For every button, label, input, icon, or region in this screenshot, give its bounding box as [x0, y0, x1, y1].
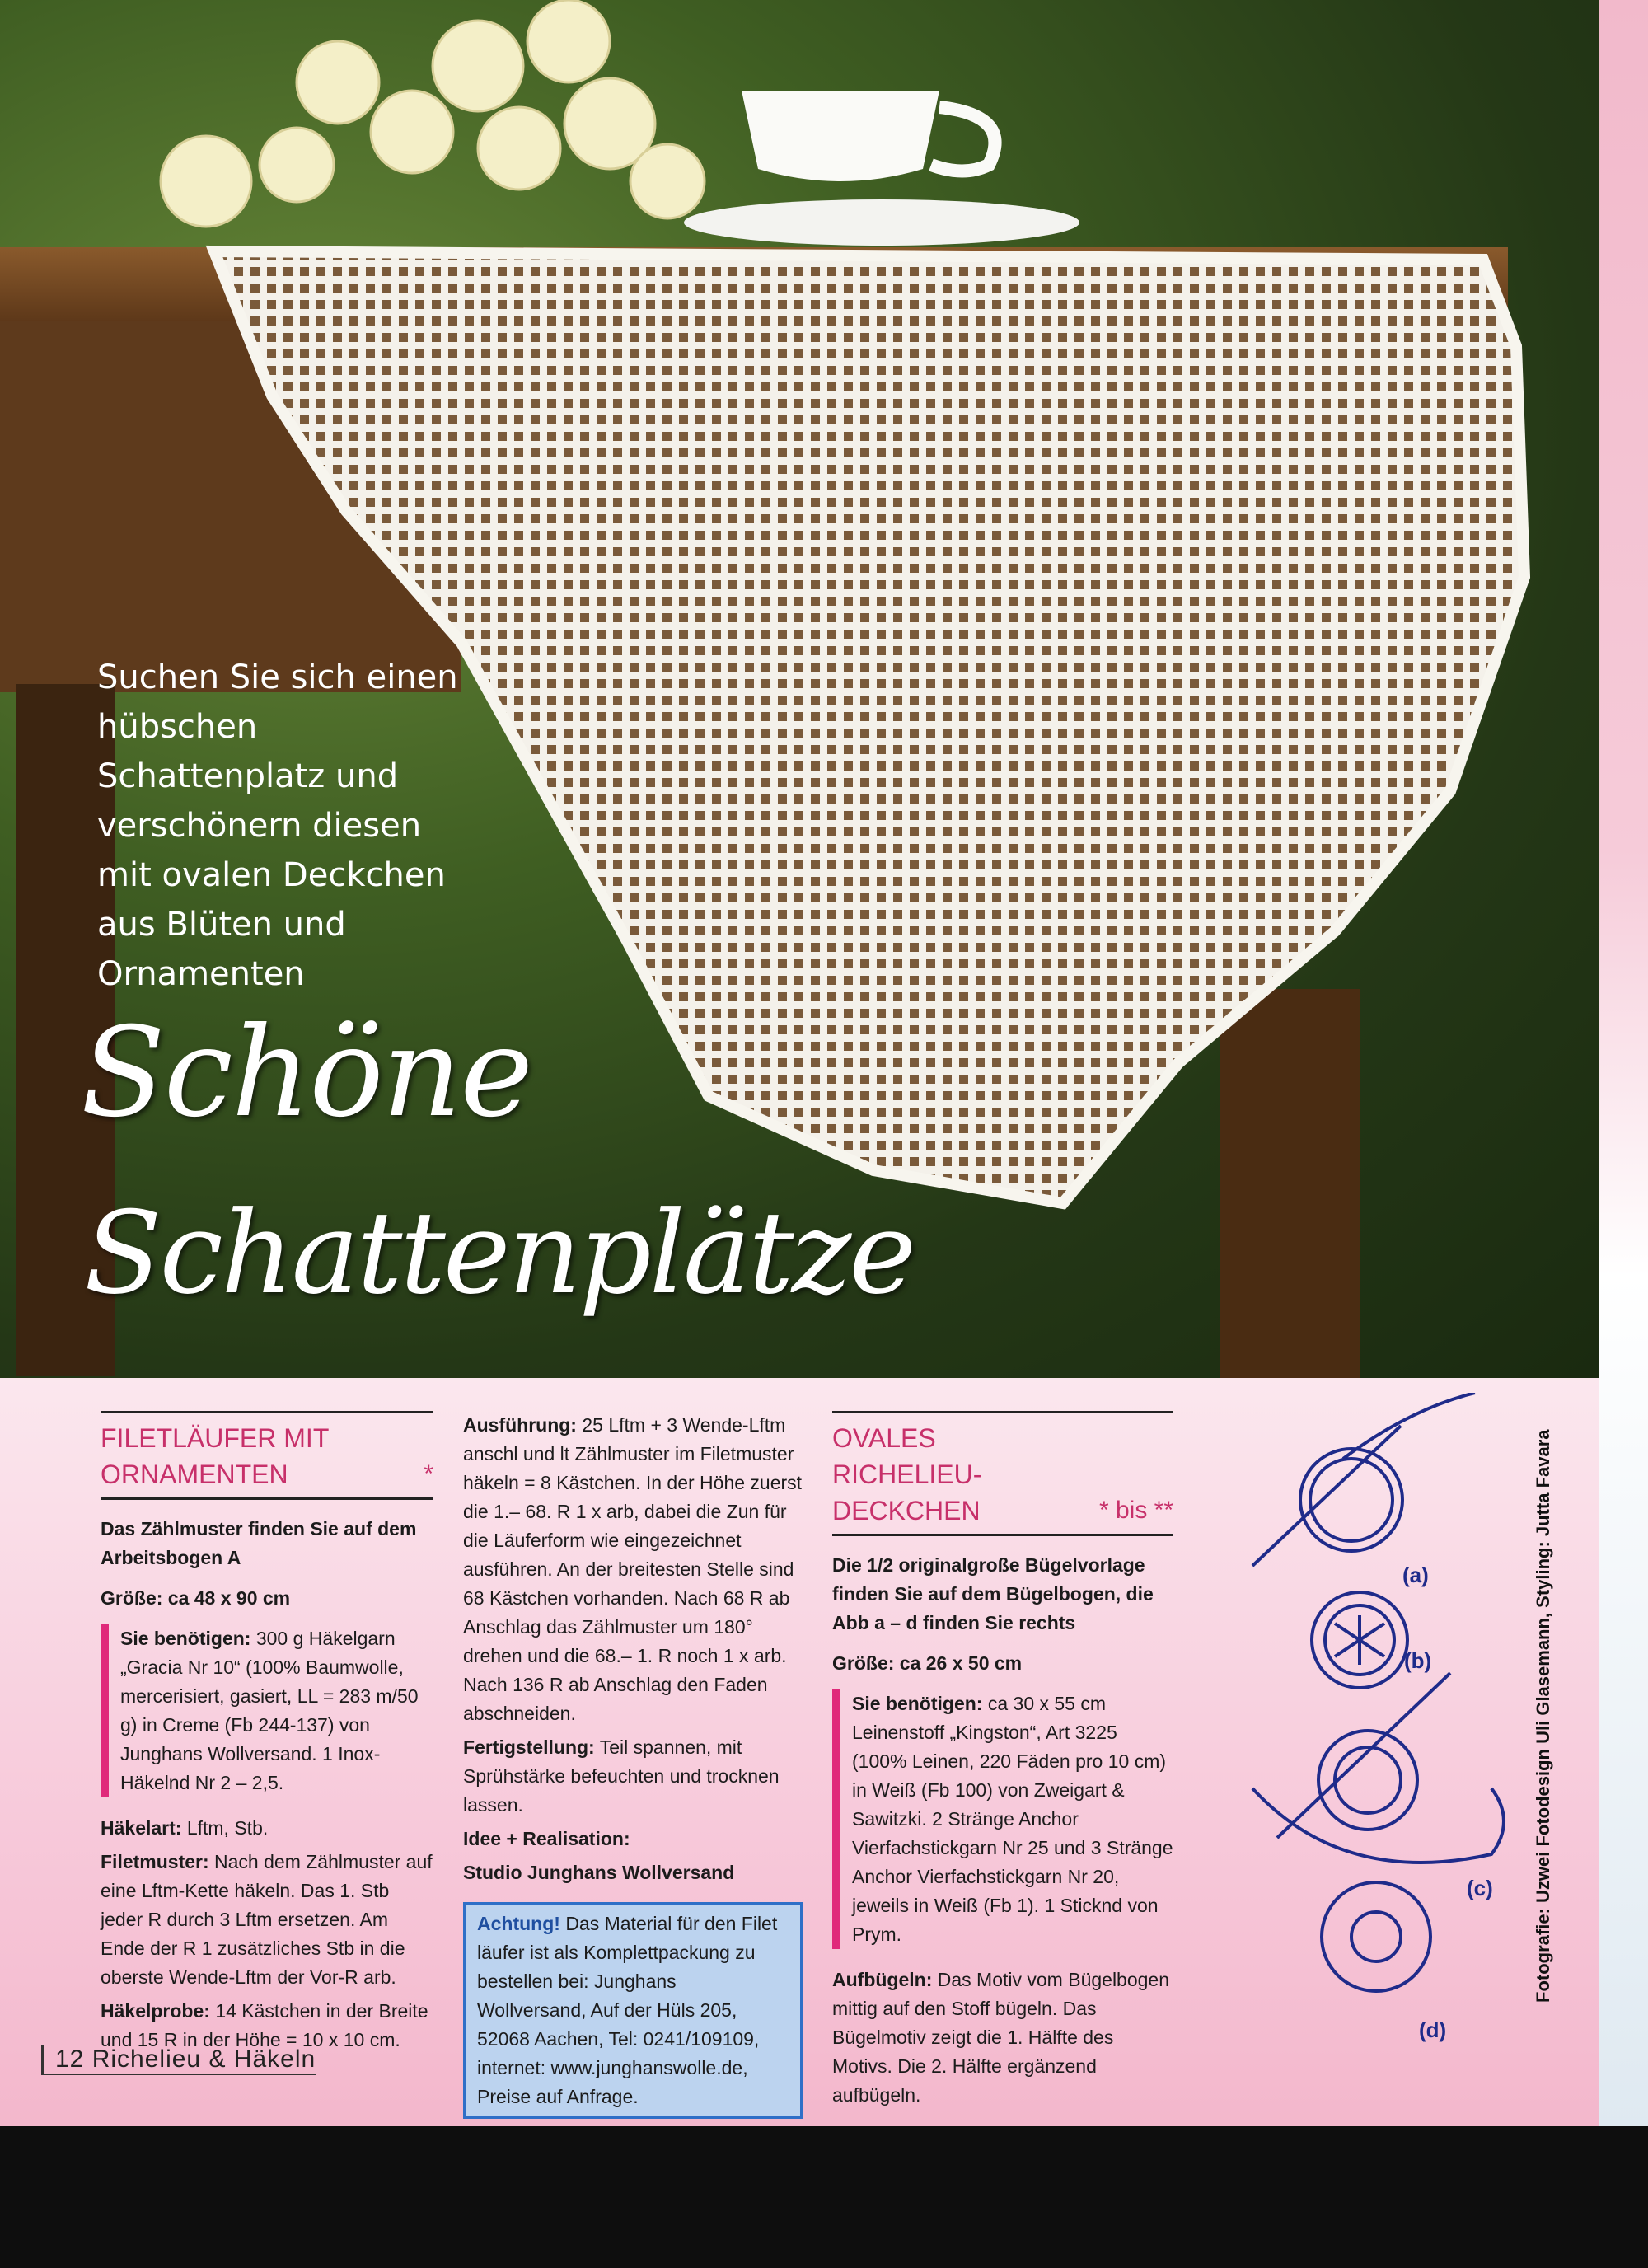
- difficulty-stars: *: [424, 1460, 433, 1488]
- roses: [161, 0, 705, 227]
- column-richelieu: OVALES RICHELIEU-DECKCHEN * bis ** Die 1/2 originalgroße Bügelvorlage finden Sie auf dem Bügelbogen, die Abb a – d finden Sie rechts Größe: ca 26 x 50 cm Sie benötigen: ca 30 x 55 cm Leinenstoff „Kingston“, Art 3225 (100% Leinen, 220 Fäden pro 10 cm) in Weiß (Fb 100) von Zweigart & Sawitzki. 2 Stränge Anchor Vierfachstickgarn Nr 25 und 3 Stränge Anchor Vierfachstickgarn Nr 20, jeweils in Weiß (Fb 1). 1 Sticknd von Prym. Aufbügeln: Das Motiv vom Bügelbogen mittig auf den Stoff bügeln. Das Bügelmotiv zeigt die 1. Hälfte des Motivs. Die 2. Hälfte ergänzend aufbügeln.: [832, 1411, 1173, 2115]
- photo-credit: Fotografie: Uzwei Fotodesign Uli Glasemann, Styling: Jutta Favara: [1533, 1429, 1553, 2003]
- difficulty-stars: * bis **: [1098, 1497, 1173, 1524]
- stitch-a-icon: [1252, 1393, 1475, 1566]
- size-text: Größe: ca 26 x 50 cm: [832, 1652, 1023, 1674]
- order-notice-box: Achtung! Das Material für den Filet läufer ist als Komplettpackung zu bestellen bei: Junghans Wollversand, Auf der Hüls 205, 52068 Aachen, Tel: 0241/109109, internet: www.junghanswolle.de, Preise auf Anfrage.: [463, 1902, 803, 2119]
- stitch-label-a: (a): [1402, 1563, 1429, 1587]
- lead-text: Die 1/2 originalgroße Bügelvorlage finden Sie auf dem Bügelbogen, die Abb a – d finden Sie rechts: [832, 1554, 1154, 1633]
- column-filet-runner: FILETLÄUFER MIT ORNAMENTEN * Das Zählmuster finden Sie auf dem Arbeitsbogen A Größe: ca 48 x 90 cm Sie benötigen: 300 g Häkelgarn „Gracia Nr 10“ (100% Baumwolle, mercerisiert, gasiert, LL = 283 m/50 g) in Creme (Fb 244-137) von Junghans Wollversand. 1 Inox-Häkelnd Nr 2 – 2,5. Häkelart: Lftm, Stb. Filetmuster: Nach dem Zählmuster auf eine Lftm-Kette häkeln. Das 1. Stb jeder R durch 3 Lftm ersetzen. Am Ende der R 1 zusätzliches Stb in die oberste Wende-Lftm der Vor-R arb. Häkelprobe: 14 Kästchen in der Breite und 15 R in der Höhe = 10 x 10 cm.: [101, 1411, 433, 2059]
- stitch-label-b: (b): [1404, 1648, 1432, 1673]
- idea-label: Idee + Realisation:: [463, 1828, 630, 1849]
- section-heading-filet: [101, 1411, 433, 1500]
- stitch-b-icon: [1312, 1592, 1407, 1688]
- stitch-c-icon: [1252, 1673, 1504, 1863]
- heading-text: OVALES RICHELIEU-DECKCHEN: [832, 1423, 982, 1525]
- materials-block: Sie benötigen: ca 30 x 55 cm Leinenstoff „Kingston“, Art 3225 (100% Leinen, 220 Fäden pro 10 cm) in Weiß (Fb 100) von Zweigart & Sawitzki. 2 Stränge Anchor Vierfachstickgarn Nr 25 und 3 Stränge Anchor Vierfachstickgarn Nr 20, jeweils in Weiß (Fb 1). 1 Sticknd von Prym.: [832, 1689, 1173, 1949]
- stitch-d-icon: [1322, 1882, 1430, 1991]
- stitch-label-d: (d): [1419, 2017, 1447, 2042]
- heading-text: FILETLÄUFER MIT ORNAMENTEN: [101, 1423, 329, 1489]
- intro-text: Suchen Sie sich einen hübschen Schattenplatz und verschönern diesen mit ovalen Deckchen aus Blüten und Ornamenten: [97, 658, 458, 993]
- section-heading-richelieu: [832, 1411, 1173, 1536]
- page-footer: 12 Richelieu & Häkeln: [41, 2045, 316, 2075]
- idea-text: Studio Junghans Wollversand: [463, 1862, 735, 1883]
- column-execution: Ausführung: 25 Lftm + 3 Wende-Lftm anschl und lt Zählmuster im Filetmuster häkeln = 8 Kästchen. In der Höhe zuerst die 1.– 68. R 1 x arb, dabei die Zun für die Läuferform wie eingezeichnet ausführen. An der breitesten Stelle sind 68 Kästchen vorhanden. Nach 68 R ab Anschlag das Zählmuster um 180° drehen und die 68.– 1. R noch 1 x arb. Nach 136 R ab Anschlag den Faden abschneiden. Fertigstellung: Teil spannen, mit Sprühstärke befeuchten und trocknen lassen. Idee + Realisation: Studio Junghans Wollversand Achtung! Das Material für den Filet läufer ist als Komplettpackung zu bestellen bei: Junghans Wollversand, Auf der Hüls 205, 52068 Aachen, Tel: 0241/109109, internet: www.junghanswolle.de, Preise auf Anfrage.: [463, 1411, 803, 2119]
- size-text: Größe: ca 48 x 90 cm: [101, 1587, 291, 1609]
- cup: [742, 91, 939, 181]
- page-title-line2: Schattenplätze: [84, 1187, 915, 1319]
- stitch-diagrams: [1244, 1393, 1524, 2052]
- stitch-label-c: (c): [1467, 1876, 1493, 1900]
- scan-border: [0, 2126, 1648, 2268]
- table-leg-right: [1220, 989, 1360, 1378]
- saucer: [684, 199, 1079, 246]
- adjacent-page-edge: [1599, 0, 1648, 2126]
- page-title-line1: Schöne: [81, 1001, 532, 1145]
- materials-block: Sie benötigen: 300 g Häkelgarn „Gracia Nr 10“ (100% Baumwolle, mercerisiert, gasiert, LL = 283 m/50 g) in Creme (Fb 244-137) von Junghans Wollversand. 1 Inox-Häkelnd Nr 2 – 2,5.: [101, 1624, 433, 1797]
- lead-text: Das Zählmuster finden Sie auf dem Arbeitsbogen A: [101, 1518, 417, 1568]
